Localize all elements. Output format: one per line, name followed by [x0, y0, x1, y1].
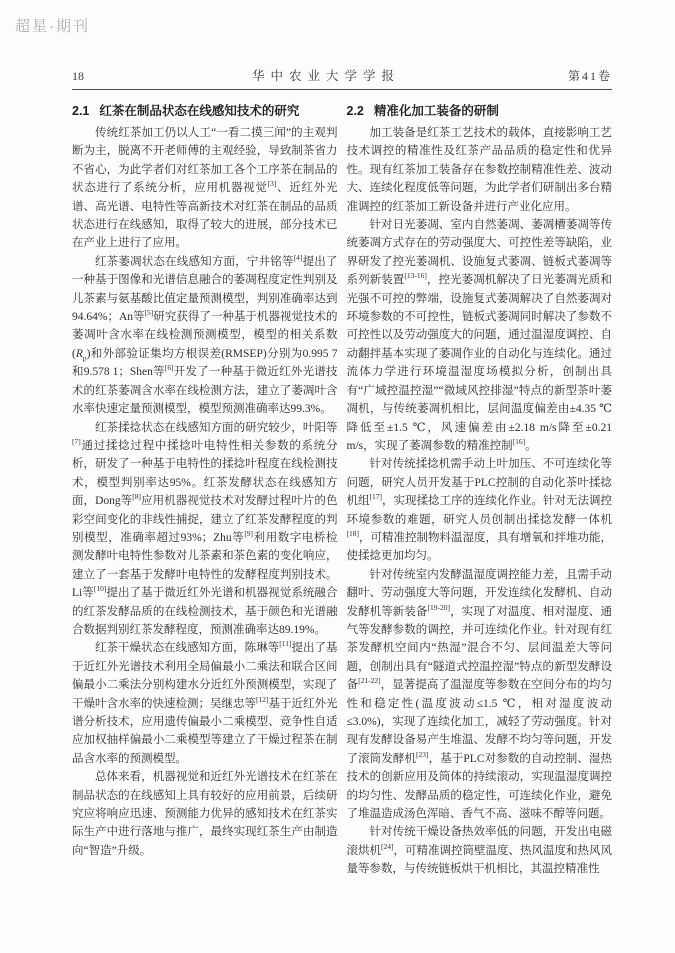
page-number: 18 — [72, 69, 84, 83]
body-paragraph: 针对传统室内发酵温湿度调控能力差，且需手动翻叶、劳动强度大等问题，开发连续化发酵机、自动发酵机等新装备[19-20]，实现了对温度、相对湿度、通气等发酵参数的调控，并可连续化作业。针对现有红茶发酵机空间内“热湿”混合不匀、层间温差大等问题，创制出具有“隧道式控温控湿”特点的新型发酵设备[21-22]，显著提高了温湿度等参数在空间分布的均匀性和稳定性(温度波动≤1.5 ℃，相对湿度波动≤3.0%)，实现了连续化加工，减轻了劳动强度。针对现有发酵设备易产生堆温、发酵不均匀等问题，开发了滚筒发酵机[23]，基于PLC对参数的自动控制、湿热技术的创新应用及筒体的持续滚动，实现温湿度调控的均匀性、发酵品质的稳定性，可连续化作业，避免了堆温造成汤色浑暗、香气不高、滋味不醇等问题。 — [346, 568, 613, 821]
citation-superscript: [18] — [346, 529, 359, 539]
section-title: 红茶在制品状态在线感知技术的研究 — [99, 104, 300, 118]
citation-superscript: [11] — [279, 639, 292, 649]
citation-superscript: [6] — [164, 363, 174, 373]
left-column — [72, 99, 338, 879]
body-paragraph: 针对日光萎凋、室内自然萎凋、萎凋槽萎凋等传统萎凋方式存在的劳动强度大、可控性差等缺陷，业界研发了控光萎凋机、设施复式萎凋、链板式萎凋等系列新装置[13-16]，控光萎凋机解决了日光萎凋光质和光强不可控的弊端，设施复式萎凋解决了自然萎凋对环境参数的不可控性，链板式萎凋同时解决了参数不可控性以及劳动强度大的问题，通过温湿度调控、自动翻拌基本实现了萎凋作业的自动化与连续化。通过流体力学进行环境温湿度场模拟分析，创制出具有“广域控温控湿”“微域风控排湿”特点的新型茶叶萎凋机，与传统萎凋机相比，层间温度偏差由±4.35 ℃降低至±1.5 ℃，风速偏差由±2.18 m/s降至±0.21 m/s，实现了萎凋参数的精准控制[16]。 — [346, 219, 613, 452]
citation-superscript: [9] — [244, 529, 254, 539]
citation-superscript: [10] — [93, 584, 107, 594]
citation-superscript: [5] — [144, 308, 154, 318]
citation-superscript: [16] — [512, 437, 526, 447]
citation-superscript: [23] — [416, 749, 429, 759]
body-paragraph: 红茶干燥状态在线感知方面，陈琳等[11]提出了基于近红外光谱技术利用全局偏最小二乘法和联合区间偏最小二乘法分别构建水分近红外预测模型，实现了干燥叶含水率的快速检测；吴继忠等[12]基于近红外光谱分析技术，应用遗传偏最小二乘模型、竞争性自适应加权抽样偏最小二乘模型等建立了干燥过程茶在制品含水率的预测模型。 — [72, 639, 338, 765]
citation-superscript: [3] — [267, 179, 277, 189]
citation-superscript: [19-20] — [427, 602, 450, 612]
citation-superscript: [4] — [293, 253, 303, 263]
citation-superscript: [13-16] — [404, 271, 427, 281]
italic-symbol: R — [75, 347, 83, 360]
section-heading — [347, 102, 613, 120]
citation-superscript: [12] — [256, 694, 269, 704]
page-header — [72, 66, 612, 90]
section-title: 精准化加工装备的研制 — [373, 104, 499, 118]
subscript-text: p — [82, 353, 87, 363]
section-heading — [72, 102, 338, 120]
body-paragraph: 总体来看，机器视觉和近红外光谱技术在红茶在制品状态的在线感知上具有较好的应用前景，后续研究应将响应迅速、预测能力优异的感知技术在红茶实际生产中进行落地与推广，最终实现红茶生产由制造向“智造”升级。 — [72, 771, 338, 857]
citation-superscript: [7] — [72, 437, 81, 447]
body-paragraph: 传统红茶加工仍以人工“一看二摸三闻”的主观判断为主，脱离不开老师傅的主观经验，导致制茶省力不省心，为此学者们对红茶加工各个工序茶在制品的状态进行了系统分析，应用机器视觉[3]、近红外光谱、高光谱、电特性等高新技术对红茶在制品的品质状态进行在线感知，取得了较大的进展，部分技术已在产业上进行了应用。 — [72, 127, 338, 250]
volume-label: 第41卷 — [567, 69, 612, 83]
chaoxing-journal-logo: 超星·期刊 — [15, 18, 90, 35]
citation-superscript: [21-22] — [358, 676, 381, 686]
citation-superscript: [24] — [381, 842, 394, 852]
citation-superscript: [8] — [132, 492, 142, 502]
body-paragraph: 针对传统揉捻机需手动上叶加压、不可连续化等问题，研究人员开发基于PLC控制的自动化茶叶揉捻机组[17]，实现揉捻工序的连续化作业。针对无法调控环境参数的难题，研究人员创制出揉捻发酵一体机[18]，可精准控制物料温湿度，具有增氧和拌堆功能，使揉捻更加均匀。 — [346, 458, 612, 563]
body-paragraph: 红茶揉捻状态在线感知方面的研究较少，叶阳等[7]通过揉捻过程中揉捻叶电特性相关参数的系统分析，研发了一种基于电特性的揉捻叶程度在线检测技术，模型判别率达95%。红茶发酵状态在线感知方面，Dong等[8]应用机器视觉技术对发酵过程叶片的色彩空间变化的非线性捕捉，建立了红茶发酵程度的判别模型，准确率超过93%；Zhu等[9]利用数字电桥检测发酵叶电特性参数对儿茶素和茶色素的变化响应，建立了一套基于发酵叶电特性的发酵程度判别技术。Li等[10]提出了基于微近红外光谱和机器视觉系统融合的红茶发酵品质的在线检测技术，基于颜色和光谱融合数据判别红茶发酵程度，预测准确率达89.19%。 — [72, 421, 338, 636]
scanned-paper-page — [72, 66, 612, 879]
body-paragraph: 红茶萎凋状态在线感知方面，宁井铭等[4]提出了一种基于图像和光谱信息融合的萎凋程度定性判别及儿茶素与氨基酸比值定量预测模型，判别准确率达到94.64%；An等[5]研究获得了一种基于机器视觉技术的萎凋叶含水率在线检测预测模型，模型的相关系数$(R_p)$和外部验证集均方根误差(RMSEP)分别为0.995 7和9.578 1；Shen等[6]开发了一种基于微近红外光谱技术的红茶萎凋含水率在线检测方法，建立了萎凋叶含水率快速定量预测模型，模型预测准确率达99.3%。 — [72, 253, 338, 416]
journal-title: 华中农业大学学报 — [251, 69, 400, 83]
body-paragraph: 针对传统干燥设备热效率低的问题，开发出电磁滚烘机[24]，可精准调控筒壁温度、热风温度和热风风量等参数，与传统链板烘干机相比，其温控精准性 — [346, 826, 612, 876]
body-paragraph: 加工装备是红茶工艺技术的载体，直接影响工艺技术调控的精准性及红茶产品品质的稳定性和优异性。现有红茶加工装备存在参数控制精准性差、波动大、连续化程度低等问题，为此学者们研制出多台精准调控的红茶加工新设备并进行产业化应用。 — [346, 127, 612, 213]
citation-superscript: [17] — [369, 492, 382, 502]
section-number: 2.2 — [346, 104, 364, 118]
section-number: 2.1 — [72, 104, 90, 118]
two-column-body — [72, 99, 612, 879]
right-column — [347, 99, 613, 879]
